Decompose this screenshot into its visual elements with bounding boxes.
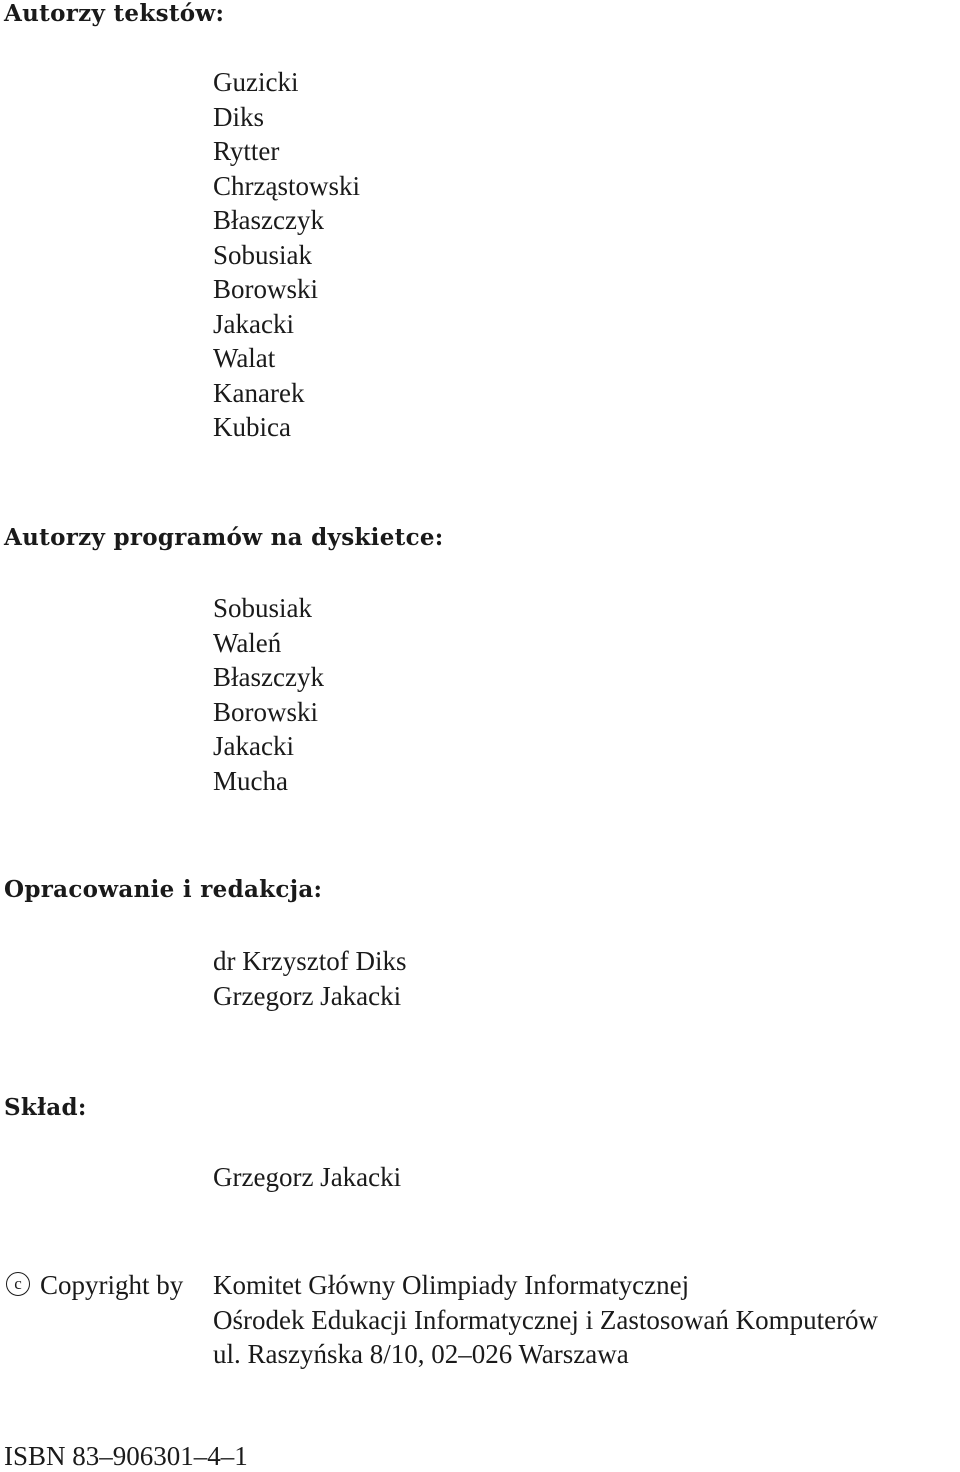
list-item: Mucha bbox=[213, 765, 288, 796]
list-item: Borowski bbox=[213, 274, 319, 304]
list-item: Błaszczyk bbox=[213, 205, 324, 235]
section-heading-text-authors: Autorzy tekstów: bbox=[4, 0, 225, 27]
section-heading-typesetting: Skład: bbox=[4, 1094, 87, 1121]
list-item: Sobusiak bbox=[213, 239, 313, 270]
copyright-row bbox=[0, 1337, 960, 1372]
list-item: Guzicki bbox=[213, 67, 299, 97]
list-item: Borowski bbox=[213, 696, 319, 727]
copyright-block bbox=[0, 1268, 960, 1372]
text-authors-list bbox=[213, 65, 360, 445]
editing-list bbox=[213, 944, 406, 1013]
copyright-address: ul. Raszyńska 8/10, 02–026 Warszawa bbox=[213, 1339, 629, 1369]
typesetting-list bbox=[213, 1160, 401, 1195]
list-item: Waleń bbox=[213, 627, 282, 658]
program-authors-list bbox=[213, 591, 324, 798]
copyright-row bbox=[0, 1303, 960, 1338]
list-item: Rytter bbox=[213, 136, 280, 166]
list-item: Kanarek bbox=[213, 377, 305, 408]
list-item: Sobusiak bbox=[213, 593, 313, 623]
copyright-institution: Ośrodek Edukacji Informatycznej i Zastosowań Komputerów bbox=[213, 1304, 879, 1335]
list-item: Walat bbox=[213, 343, 276, 373]
section-heading-editing: Opracowanie i redakcja: bbox=[4, 876, 323, 903]
list-item: Chrząstowski bbox=[213, 170, 360, 201]
copyright-icon: c bbox=[6, 1272, 30, 1296]
list-item: Diks bbox=[213, 101, 265, 132]
list-item: Grzegorz Jakacki bbox=[213, 980, 402, 1011]
copyright-prefix: Copyright by bbox=[40, 1270, 184, 1300]
list-item: Grzegorz Jakacki bbox=[213, 1162, 402, 1192]
list-item: Jakacki bbox=[213, 731, 294, 761]
isbn-number: ISBN 83–906301–4–1 bbox=[4, 1441, 248, 1471]
list-item: Kubica bbox=[213, 412, 291, 442]
list-item: Błaszczyk bbox=[213, 662, 324, 692]
list-item: Jakacki bbox=[213, 308, 294, 339]
copyright-row bbox=[0, 1268, 960, 1303]
section-heading-program-authors: Autorzy programów na dyskietce: bbox=[4, 524, 444, 551]
copyright-holder: Komitet Główny Olimpiady Informatycznej bbox=[213, 1270, 690, 1300]
list-item: dr Krzysztof Diks bbox=[213, 946, 407, 976]
